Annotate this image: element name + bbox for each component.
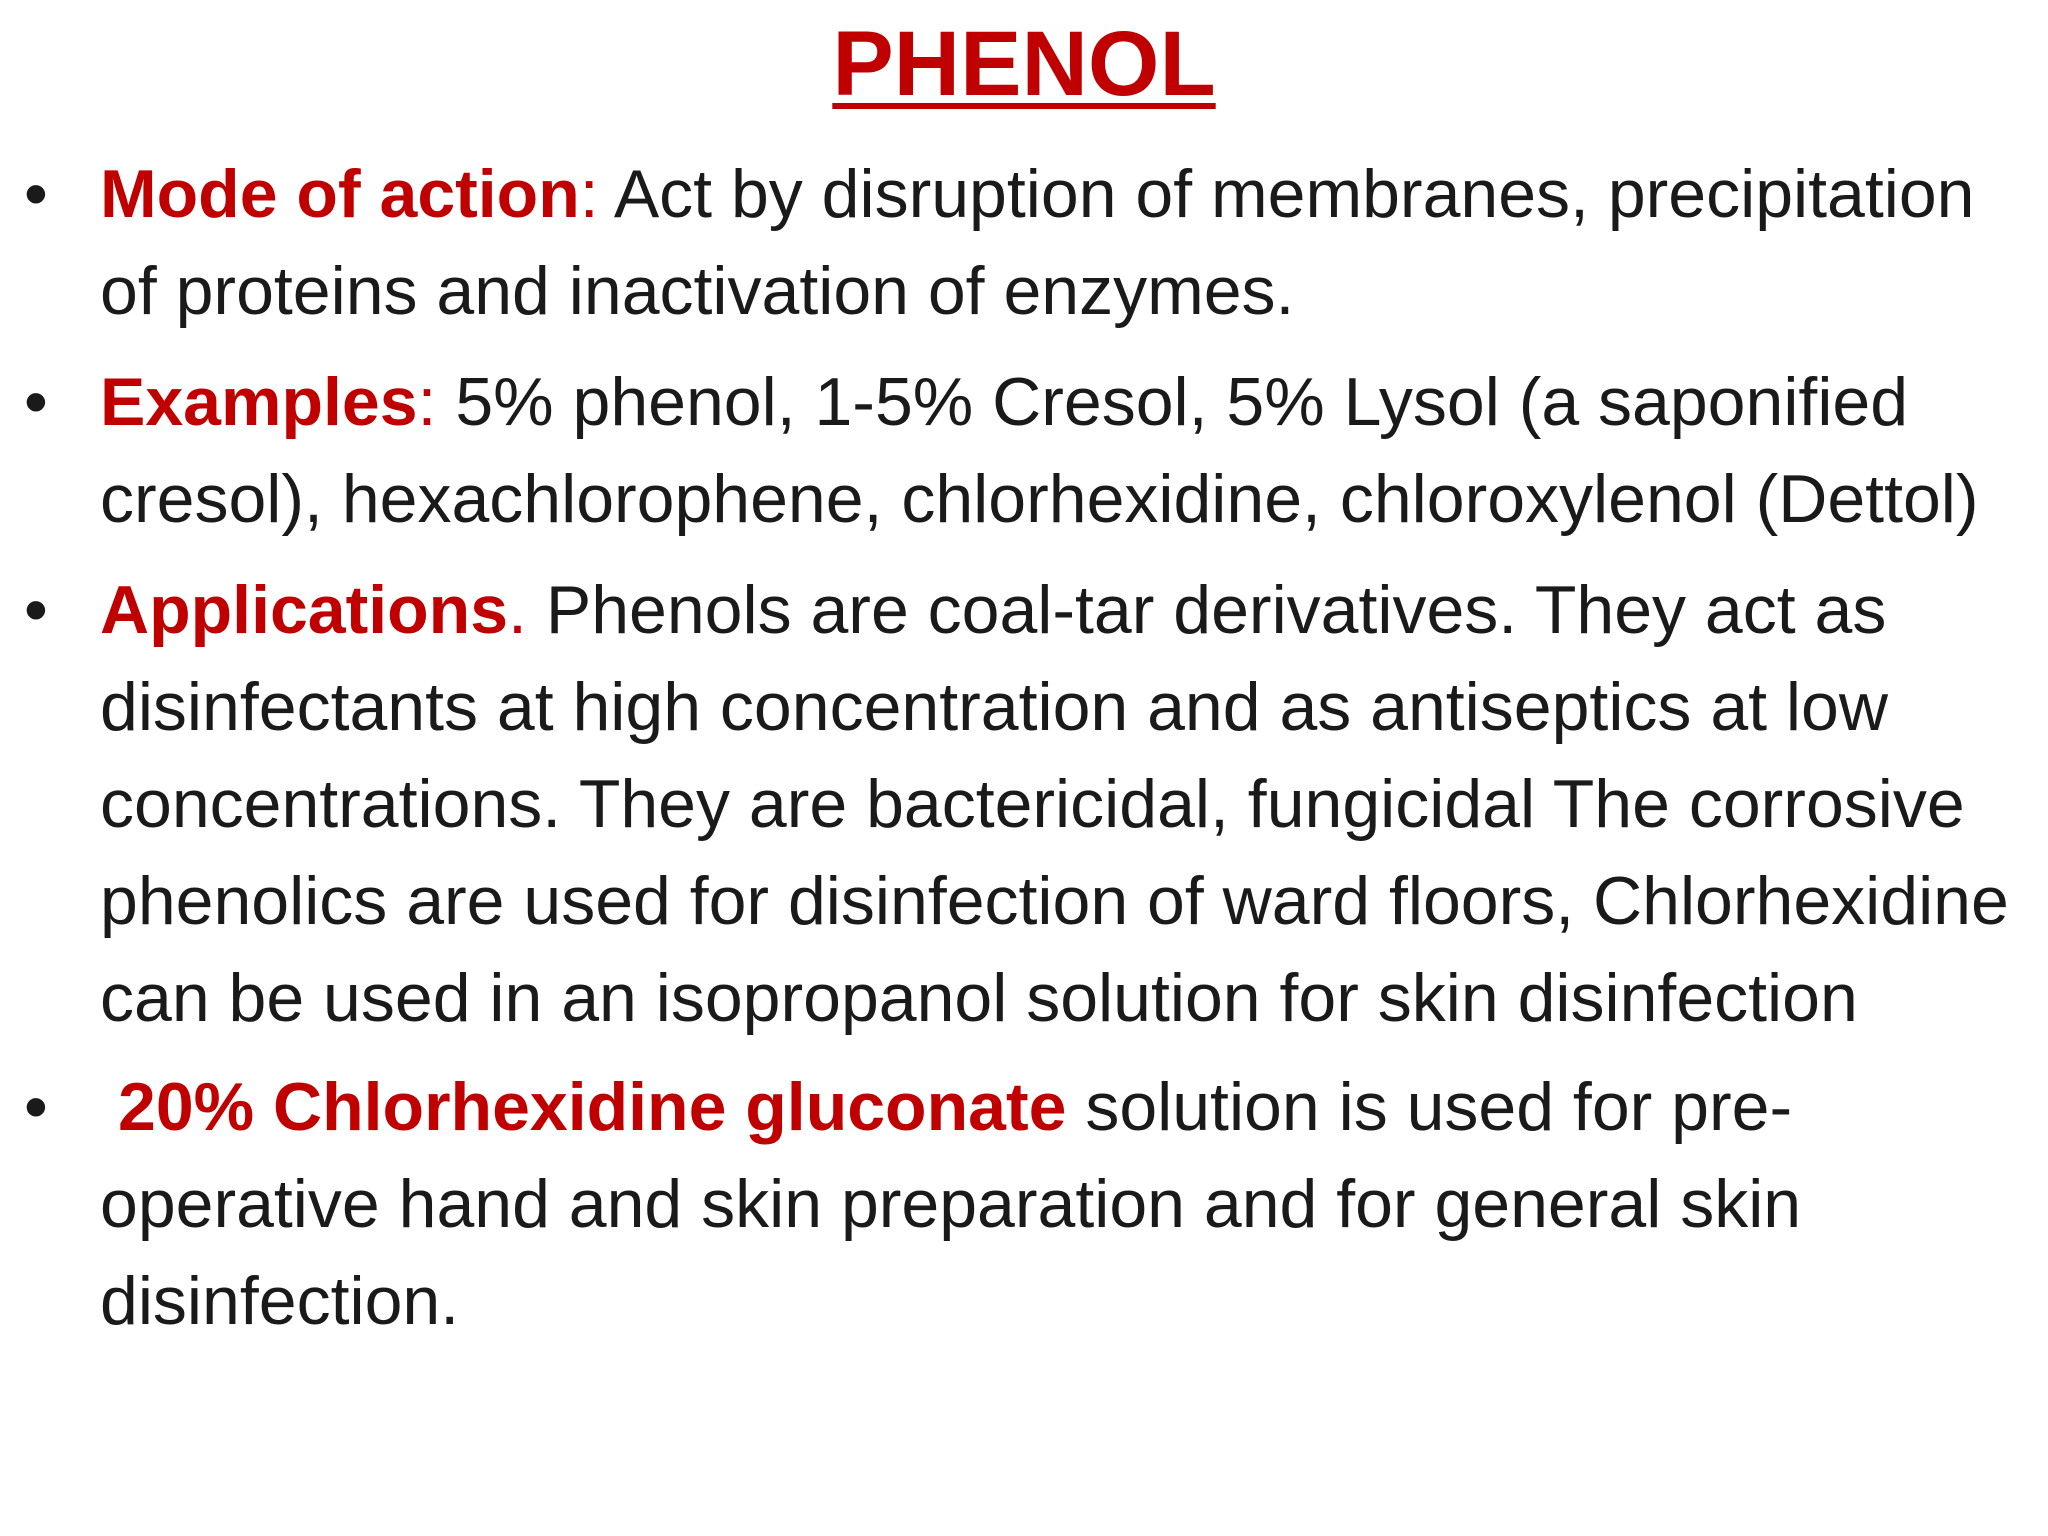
bullet-dot-icon: •	[24, 364, 48, 440]
bullet-chlorhexidine-gluconate	[0, 1059, 2048, 1350]
bullet-list	[0, 146, 2048, 1370]
bullet-key: 20% Chlorhexidine gluconate	[118, 1069, 1067, 1145]
bullet-text: solution is used for pre-operative hand and skin preparation and for general skin disinfection.	[100, 1069, 1802, 1339]
bullet-dot-icon: •	[24, 1069, 48, 1145]
bullet-text: Phenols are coal-tar derivatives. They act as disinfectants at high concentration and as antiseptics at low concentrations. They are bactericidal, fungicidal The corrosive phenolics are used for disinfection of ward floors, Chlorhexidine can be used in an isopropanol solution for skin disinfection	[100, 572, 2009, 1036]
bullet-separator: :	[417, 364, 437, 440]
bullet-key: Applications	[100, 572, 509, 648]
bullet-separator: .	[508, 572, 527, 648]
bullet-applications	[0, 562, 2048, 1047]
bullet-key: Examples	[100, 364, 418, 440]
bullet-dot-icon: •	[24, 156, 48, 232]
bullet-key: Mode of action	[100, 156, 580, 232]
bullet-examples	[0, 354, 2048, 548]
bullet-mode-of-action	[0, 146, 2048, 340]
bullet-dot-icon: •	[24, 572, 48, 648]
bullet-separator: :	[579, 156, 599, 232]
bullet-text: Act by disruption of membranes, precipitation of proteins and inactivation of enzymes.	[100, 156, 1975, 329]
bullet-text: 5% phenol, 1-5% Cresol, 5% Lysol (a saponified cresol), hexachlorophene, chlorhexidine, chloroxylenol (Dettol)	[100, 364, 1979, 537]
slide-title: PHENOL	[832, 13, 1216, 115]
